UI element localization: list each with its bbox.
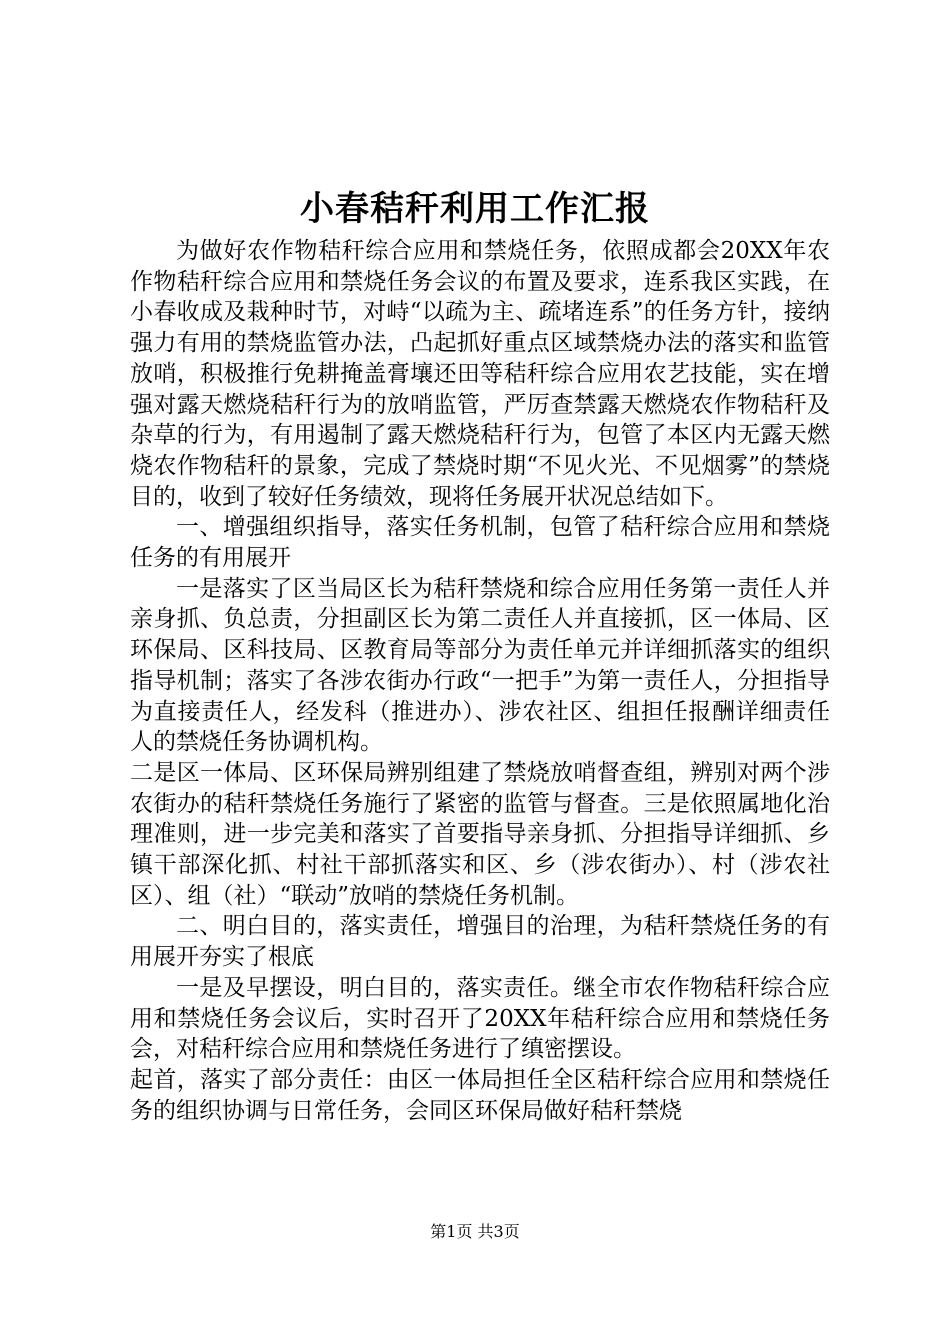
page-footer: 第1页 共3页	[430, 1222, 520, 1241]
paragraph-section2-item1: 一是及早摆设，明白目的，落实责任。继全市农作物秸秆综合应用和禁烧任务会议后，实时召开了20XX年秸秆综合应用和禁烧任务会，对秸秆综合应用和禁烧任务进行了缜密摆设。	[130, 974, 830, 1063]
document-body	[130, 236, 830, 1126]
paragraph-section1-item1: 一是落实了区当局区长为秸秆禁烧和综合应用任务第一责任人并亲身抓、负总责，分担副区长为第二责任人并直接抓，区一体局、区环保局、区科技局、区教育局等部分为责任单元并详细抓落实的组织指导机制；落实了各涉农街办行政“一把手”为第一责任人，分担指导为直接责任人，经发科（推进办）、涉农社区、组担任报酬详细责任人的禁烧任务协调机构。	[130, 575, 830, 756]
paragraph-section1-item2: 二是区一体局、区环保局辨别组建了禁烧放哨督查组，辨别对两个涉农街办的秸秆禁烧任务施行了紧密的监管与督查。三是依照属地化治理准则，进一步完美和落实了首要指导亲身抓、分担指导详细抓、乡镇干部深化抓、村社干部抓落实和区、乡（涉农街办）、村（涉农社区）、组（社）“联动”放哨的禁烧任务机制。	[130, 759, 830, 909]
section-heading-1: 一、增强组织指导，落实任务机制，包管了秸秆综合应用和禁烧任务的有用展开	[130, 514, 830, 572]
document-title: 小春秸秆利用工作汇报	[300, 189, 650, 229]
section-heading-2: 二、明白目的，落实责任，增强目的治理，为秸秆禁烧任务的有用展开夯实了根底	[130, 913, 830, 971]
paragraph-section2-continued: 起首，落实了部分责任：由区一体局担任全区秸秆综合应用和禁烧任务的组织协调与日常任务，会同区环保局做好秸秆禁烧	[130, 1066, 830, 1124]
paragraph-intro: 为做好农作物秸秆综合应用和禁烧任务，依照成都会20XX年农作物秸秆综合应用和禁烧任务会议的布置及要求，连系我区实践，在小春收成及栽种时节，对峙“以疏为主、疏堵连系”的任务方针，接纳强力有用的禁烧监管办法，凸起抓好重点区域禁烧办法的落实和监管放哨，积极推行免耕掩盖膏壤还田等秸秆综合应用农艺技能，实在增强对露天燃烧秸秆行为的放哨监管，严厉查禁露天燃烧农作物秸秆及杂草的行为，有用遏制了露天燃烧秸秆行为，包管了本区内无露天燃烧农作物秸秆的景象，完成了禁烧时期“不见火光、不见烟雾”的禁烧目的，收到了较好任务绩效，现将任务展开状况总结如下。	[130, 238, 830, 510]
